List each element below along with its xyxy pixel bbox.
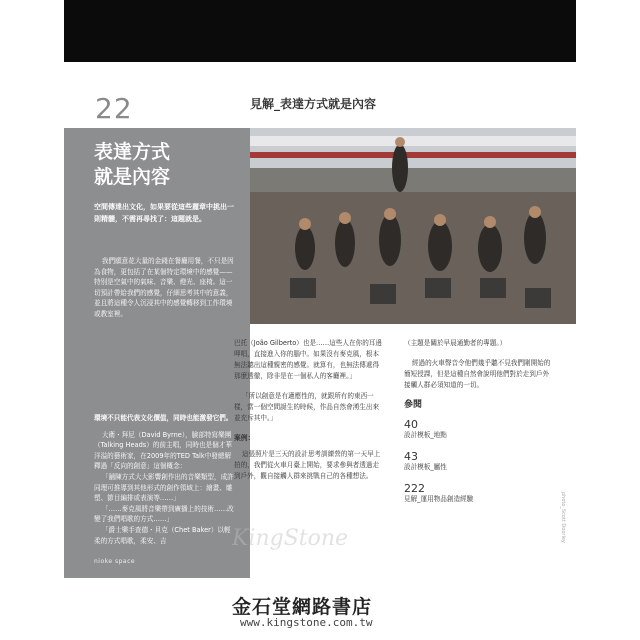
store-name: 金石堂網路書店: [232, 596, 373, 618]
reference-item[interactable]: [404, 419, 554, 441]
reference-page-number: 43: [404, 450, 418, 463]
top-black-bar: [64, 0, 576, 62]
sidebar-lower-text: [94, 413, 234, 546]
text-column-1: [234, 338, 384, 491]
quote-paragraph: 「舖陳方式大大影響創作出的音樂類型，成許同理可推導到其他形式的創作領域上：繪畫、雕塑、節目編排或表演等……」: [94, 472, 234, 503]
workshop-photo: [250, 128, 576, 324]
reference-page-number: 40: [404, 418, 418, 431]
photo-credit: photo_Scott Doorley: [560, 492, 566, 543]
text-column-2: [404, 338, 554, 515]
store-url[interactable]: www.kingstone.com.tw: [240, 616, 373, 629]
paragraph: 巴托（João Gilberto）也是……這些人在你的耳邊呷唱，直接進入你的腦中。如果沒有麥克風，根本無法聽出這種親密的感覺。就算有，也無法傳遞得那麼透徹，除非是在一個私人的客廳裡。」: [234, 339, 382, 380]
reference-label: 見解_運用物品創造經驗: [404, 495, 474, 503]
reference-item[interactable]: [404, 483, 554, 505]
gray-sidebar: [64, 128, 250, 578]
paragraph: （主題是關於早晨通勤者的專題。）: [404, 339, 507, 347]
reference-label: 設計模板_地點: [404, 431, 447, 439]
paragraph: 「所以創意是有適應性的，就跟所有的東西一樣，當一個空間誕生的時候，作品自然會湧生出來並充斥其中。」: [234, 392, 380, 422]
page-header-title: 見解_表達方式就是內容: [250, 97, 377, 111]
kingstone-watermark: KingStone: [232, 526, 349, 551]
quote-paragraph: 「爵士樂手查德・貝克（Chet Baker）以輕柔的方式唱歌，柔安、吉: [94, 525, 231, 545]
paragraph: 大衛・拜尼（David Byrne），臉部特寫樂團（Talking Heads）的前主唱，同時也是個才華洋溢的藝術家，在2009年的TED Talk中發總解釋過「反向的創意」這個概念：: [94, 430, 232, 471]
main-title-line-1: 表達方式: [94, 141, 171, 163]
section-heading: 環境不只能代表文化價值，同時也能激發它們。: [94, 414, 233, 422]
paragraph: 這張照片是三天的設計思考訓練營的第一天早上拍的，我們從火車月臺上開始，要求參與者透過走到戶外，觀自接觸人群來挑戰自己的各種想法。: [234, 450, 381, 480]
reference-label: 設計模板_屬性: [404, 463, 447, 471]
chapter-number: 22: [95, 92, 133, 125]
sidebar-footer-label: nioke space: [94, 558, 136, 565]
reference-page-number: 222: [404, 482, 425, 495]
sidebar-body-paragraph: 我們願意花大量的金錢在餐廳用餐，不只是因為食物，更包括了在某個特定環境中的感覺——特別是空氣中的氣味、音樂、燈光、座椅。這一切預計帶給我們的感覺，仔細思考其中的意義，並且將這種令人沉浸其中的感覺轉移到工作環境或教室裡。: [94, 257, 234, 318]
sidebar-body: [94, 256, 239, 320]
book-page: [64, 62, 576, 580]
references-heading: 參閱: [404, 400, 423, 410]
main-title-line-2: 就是內容: [94, 166, 171, 188]
paragraph: 經過的火車聲音令他們幾乎聽不見我們剛開始的簡短授課，但是這種自然會說明他們對於走到戶外接觸人群必須知道的一切。: [404, 359, 551, 389]
case-label: 案例：: [234, 434, 255, 442]
quote-paragraph: 「……麥克風將音樂帶到廣播上的技術……改變了我們唱歌的方式……」: [94, 504, 234, 524]
main-title: [94, 140, 170, 190]
photo-illustration: [250, 128, 576, 324]
reference-item[interactable]: [404, 451, 554, 473]
intro-text: 空間傳達出文化，如果要從這些麗章中挑出一則精髓，不需再尋找了：這題就是。: [94, 203, 234, 223]
